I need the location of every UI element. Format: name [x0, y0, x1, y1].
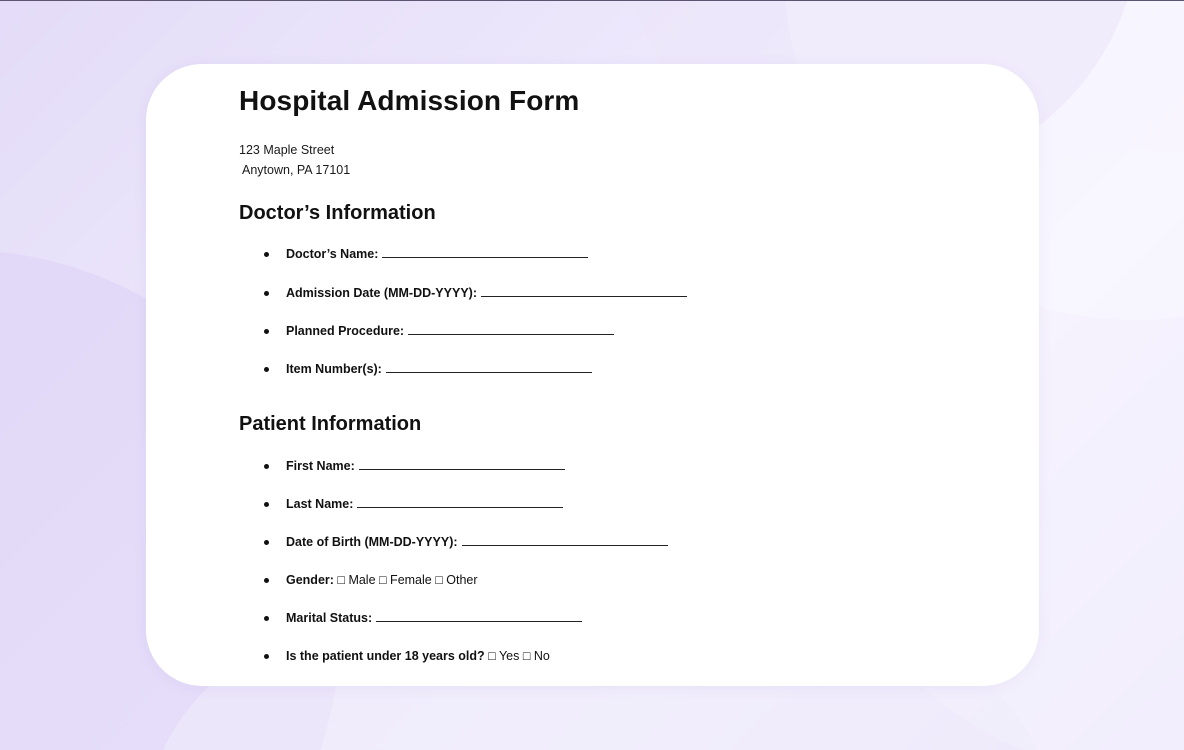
blank-line[interactable]	[357, 497, 563, 508]
marital-status-field[interactable]	[263, 611, 668, 625]
top-border	[0, 0, 1184, 1]
field-label: First Name:	[286, 459, 355, 473]
field-label: Planned Procedure:	[286, 324, 405, 338]
blank-line[interactable]	[386, 362, 592, 373]
address-line-1: 123 Maple Street	[239, 143, 335, 157]
field-label: Date of Birth (MM-DD-YYYY):	[286, 535, 458, 549]
doctor-fields-list	[263, 247, 687, 376]
under-18-option-yes[interactable]: □ Yes	[488, 649, 520, 663]
blank-line[interactable]	[462, 535, 668, 546]
blank-line[interactable]	[359, 459, 565, 470]
under-18-option-no[interactable]: □ No	[522, 649, 550, 663]
form-title: Hospital Admission Form	[239, 85, 580, 116]
field-label: Admission Date (MM-DD-YYYY):	[286, 286, 477, 300]
blank-line[interactable]	[376, 611, 582, 622]
patient-section-heading: Patient Information	[239, 413, 422, 435]
doctor-name-field[interactable]	[263, 247, 687, 261]
address-line-2: Anytown, PA 17101	[242, 163, 351, 177]
patient-fields-list	[263, 459, 668, 663]
field-label: Marital Status:	[286, 611, 373, 625]
gender-option-female[interactable]: □ Female	[379, 573, 432, 587]
gender-option-male[interactable]: □ Male	[337, 573, 376, 587]
admission-date-field[interactable]	[263, 286, 687, 300]
field-label: Doctor’s Name:	[286, 247, 379, 261]
field-label: Is the patient under 18 years old?	[286, 649, 485, 663]
hospital-address	[239, 140, 350, 180]
doctor-section-heading: Doctor’s Information	[239, 202, 436, 224]
field-label: Item Number(s):	[286, 362, 382, 376]
date-of-birth-field[interactable]	[263, 535, 668, 549]
document-card	[146, 64, 1039, 686]
under-18-field	[263, 649, 668, 663]
last-name-field[interactable]	[263, 497, 668, 511]
blank-line[interactable]	[382, 247, 588, 258]
first-name-field[interactable]	[263, 459, 668, 473]
blank-line[interactable]	[481, 286, 687, 297]
field-label: Gender:	[286, 573, 334, 587]
field-label: Last Name:	[286, 497, 354, 511]
blank-line[interactable]	[408, 324, 614, 335]
gender-option-other[interactable]: □ Other	[435, 573, 478, 587]
gender-field	[263, 573, 668, 587]
planned-procedure-field[interactable]	[263, 324, 687, 338]
item-numbers-field[interactable]	[263, 362, 687, 376]
